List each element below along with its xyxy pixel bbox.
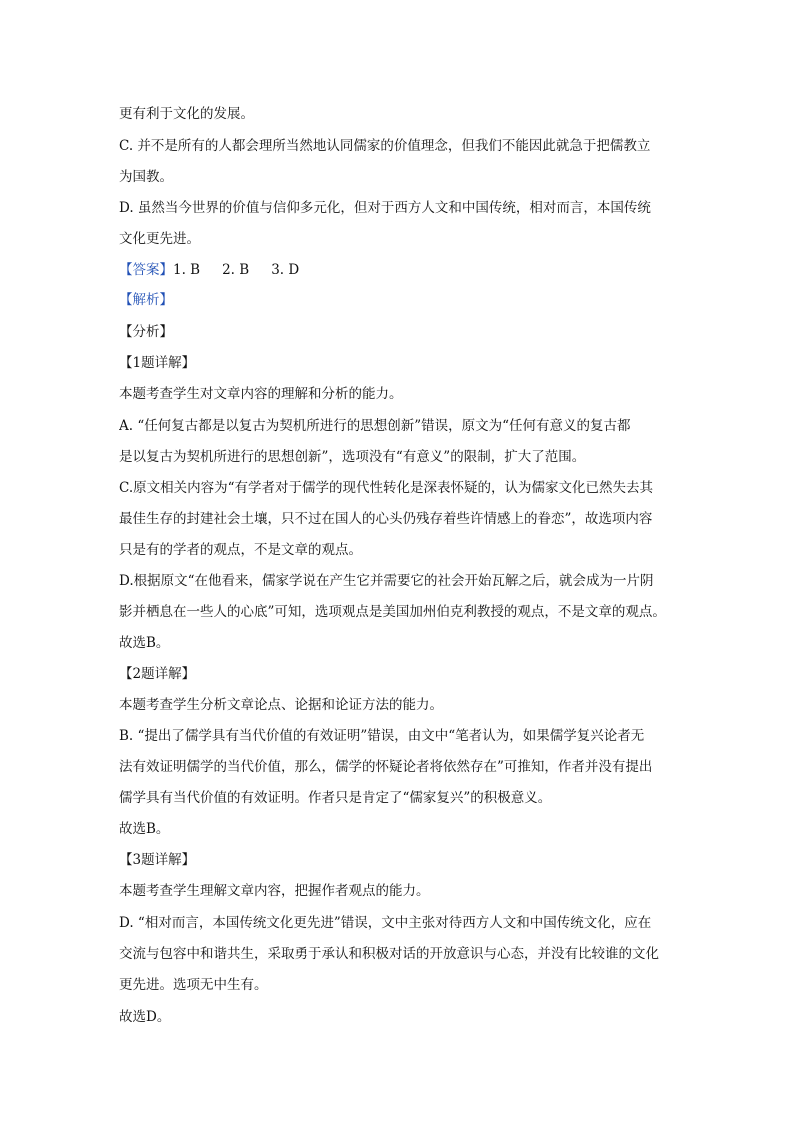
text-line: 影并栖息在一些人的心底”可知，选项观点是美国加州伯克利教授的观点，不是文章的观点。 bbox=[119, 604, 666, 620]
text-line: B. “提出了儒学具有当代价值的有效证明”错误，由文中“笔者认为，如果儒学复兴论者无 bbox=[119, 728, 645, 744]
answer-label: 【答案】 bbox=[119, 262, 173, 278]
text-line: A. “任何复古都是以复古为契机所进行的思想创新”错误，原文为“任何有意义的复古都 bbox=[119, 418, 631, 434]
answer-item: 1. B bbox=[173, 262, 201, 278]
text-line: 故选D。 bbox=[119, 1009, 171, 1025]
option-d-line-2: 文化更先进。 bbox=[119, 231, 200, 247]
text-line: 只是有的学者的观点，不是文章的观点。 bbox=[119, 542, 362, 558]
section-heading-q2: 【2题详解】 bbox=[119, 666, 196, 682]
text-line: D. “相对而言，本国传统文化更先进”错误，文中主张对待西方人文和中国传统文化，应在 bbox=[119, 915, 652, 931]
text-line: 儒学具有当代价值的有效证明。作者只是肯定了“儒家复兴”的积极意义。 bbox=[119, 790, 552, 806]
text-line: 更先进。选项无中生有。 bbox=[119, 977, 268, 993]
text-line: 最佳生存的封建社会土壤，只不过在国人的心头仍残存着些许情感上的眷恋”，故选项内容 bbox=[119, 511, 653, 527]
text-line: 更有利于文化的发展。 bbox=[119, 106, 254, 122]
option-c-line-1: C. 并不是所有的人都会理所当然地认同儒家的价值理念，但我们不能因此就急于把儒教立 bbox=[119, 138, 651, 154]
text-line: 是以复古为契机所进行的思想创新”，选项没有“有意义”的限制，扩大了范围。 bbox=[119, 449, 586, 465]
option-c-line-2: 为国教。 bbox=[119, 169, 173, 185]
answer-item: 2. B bbox=[222, 262, 250, 278]
analysis-label: 【解析】 bbox=[119, 292, 173, 308]
section-heading-analysis: 【分析】 bbox=[119, 324, 173, 340]
option-d-line-1: D. 虽然当今世界的价值与信仰多元化，但对于西方人文和中国传统，相对而言，本国传统 bbox=[119, 200, 651, 216]
text-line: 本题考查学生分析文章论点、论据和论证方法的能力。 bbox=[119, 697, 443, 713]
text-line: 本题考查学生对文章内容的理解和分析的能力。 bbox=[119, 386, 403, 402]
text-line: 本题考查学生理解文章内容，把握作者观点的能力。 bbox=[119, 883, 430, 899]
text-line: D.根据原文“在他看来，儒家学说在产生它并需要它的社会开始瓦解之后，就会成为一片阴 bbox=[119, 573, 654, 589]
text-line: 交流与包容中和谐共生，采取勇于承认和积极对话的开放意识与心态，并没有比较谁的文化 bbox=[119, 946, 659, 962]
text-line: 法有效证明儒学的当代价值，那么，儒学的怀疑论者将依然存在”可推知，作者并没有提出 bbox=[119, 759, 653, 775]
text-line: 故选B。 bbox=[119, 635, 170, 651]
text-line: 故选B。 bbox=[119, 821, 170, 837]
answer-line bbox=[119, 260, 679, 280]
answer-item: 3. D bbox=[271, 262, 300, 278]
text-line: C.原文相关内容为“有学者对于儒学的现代性转化是深表怀疑的，认为儒家文化已然失去其 bbox=[119, 480, 654, 496]
section-heading-q1: 【1题详解】 bbox=[119, 355, 196, 371]
section-heading-q3: 【3题详解】 bbox=[119, 852, 196, 868]
